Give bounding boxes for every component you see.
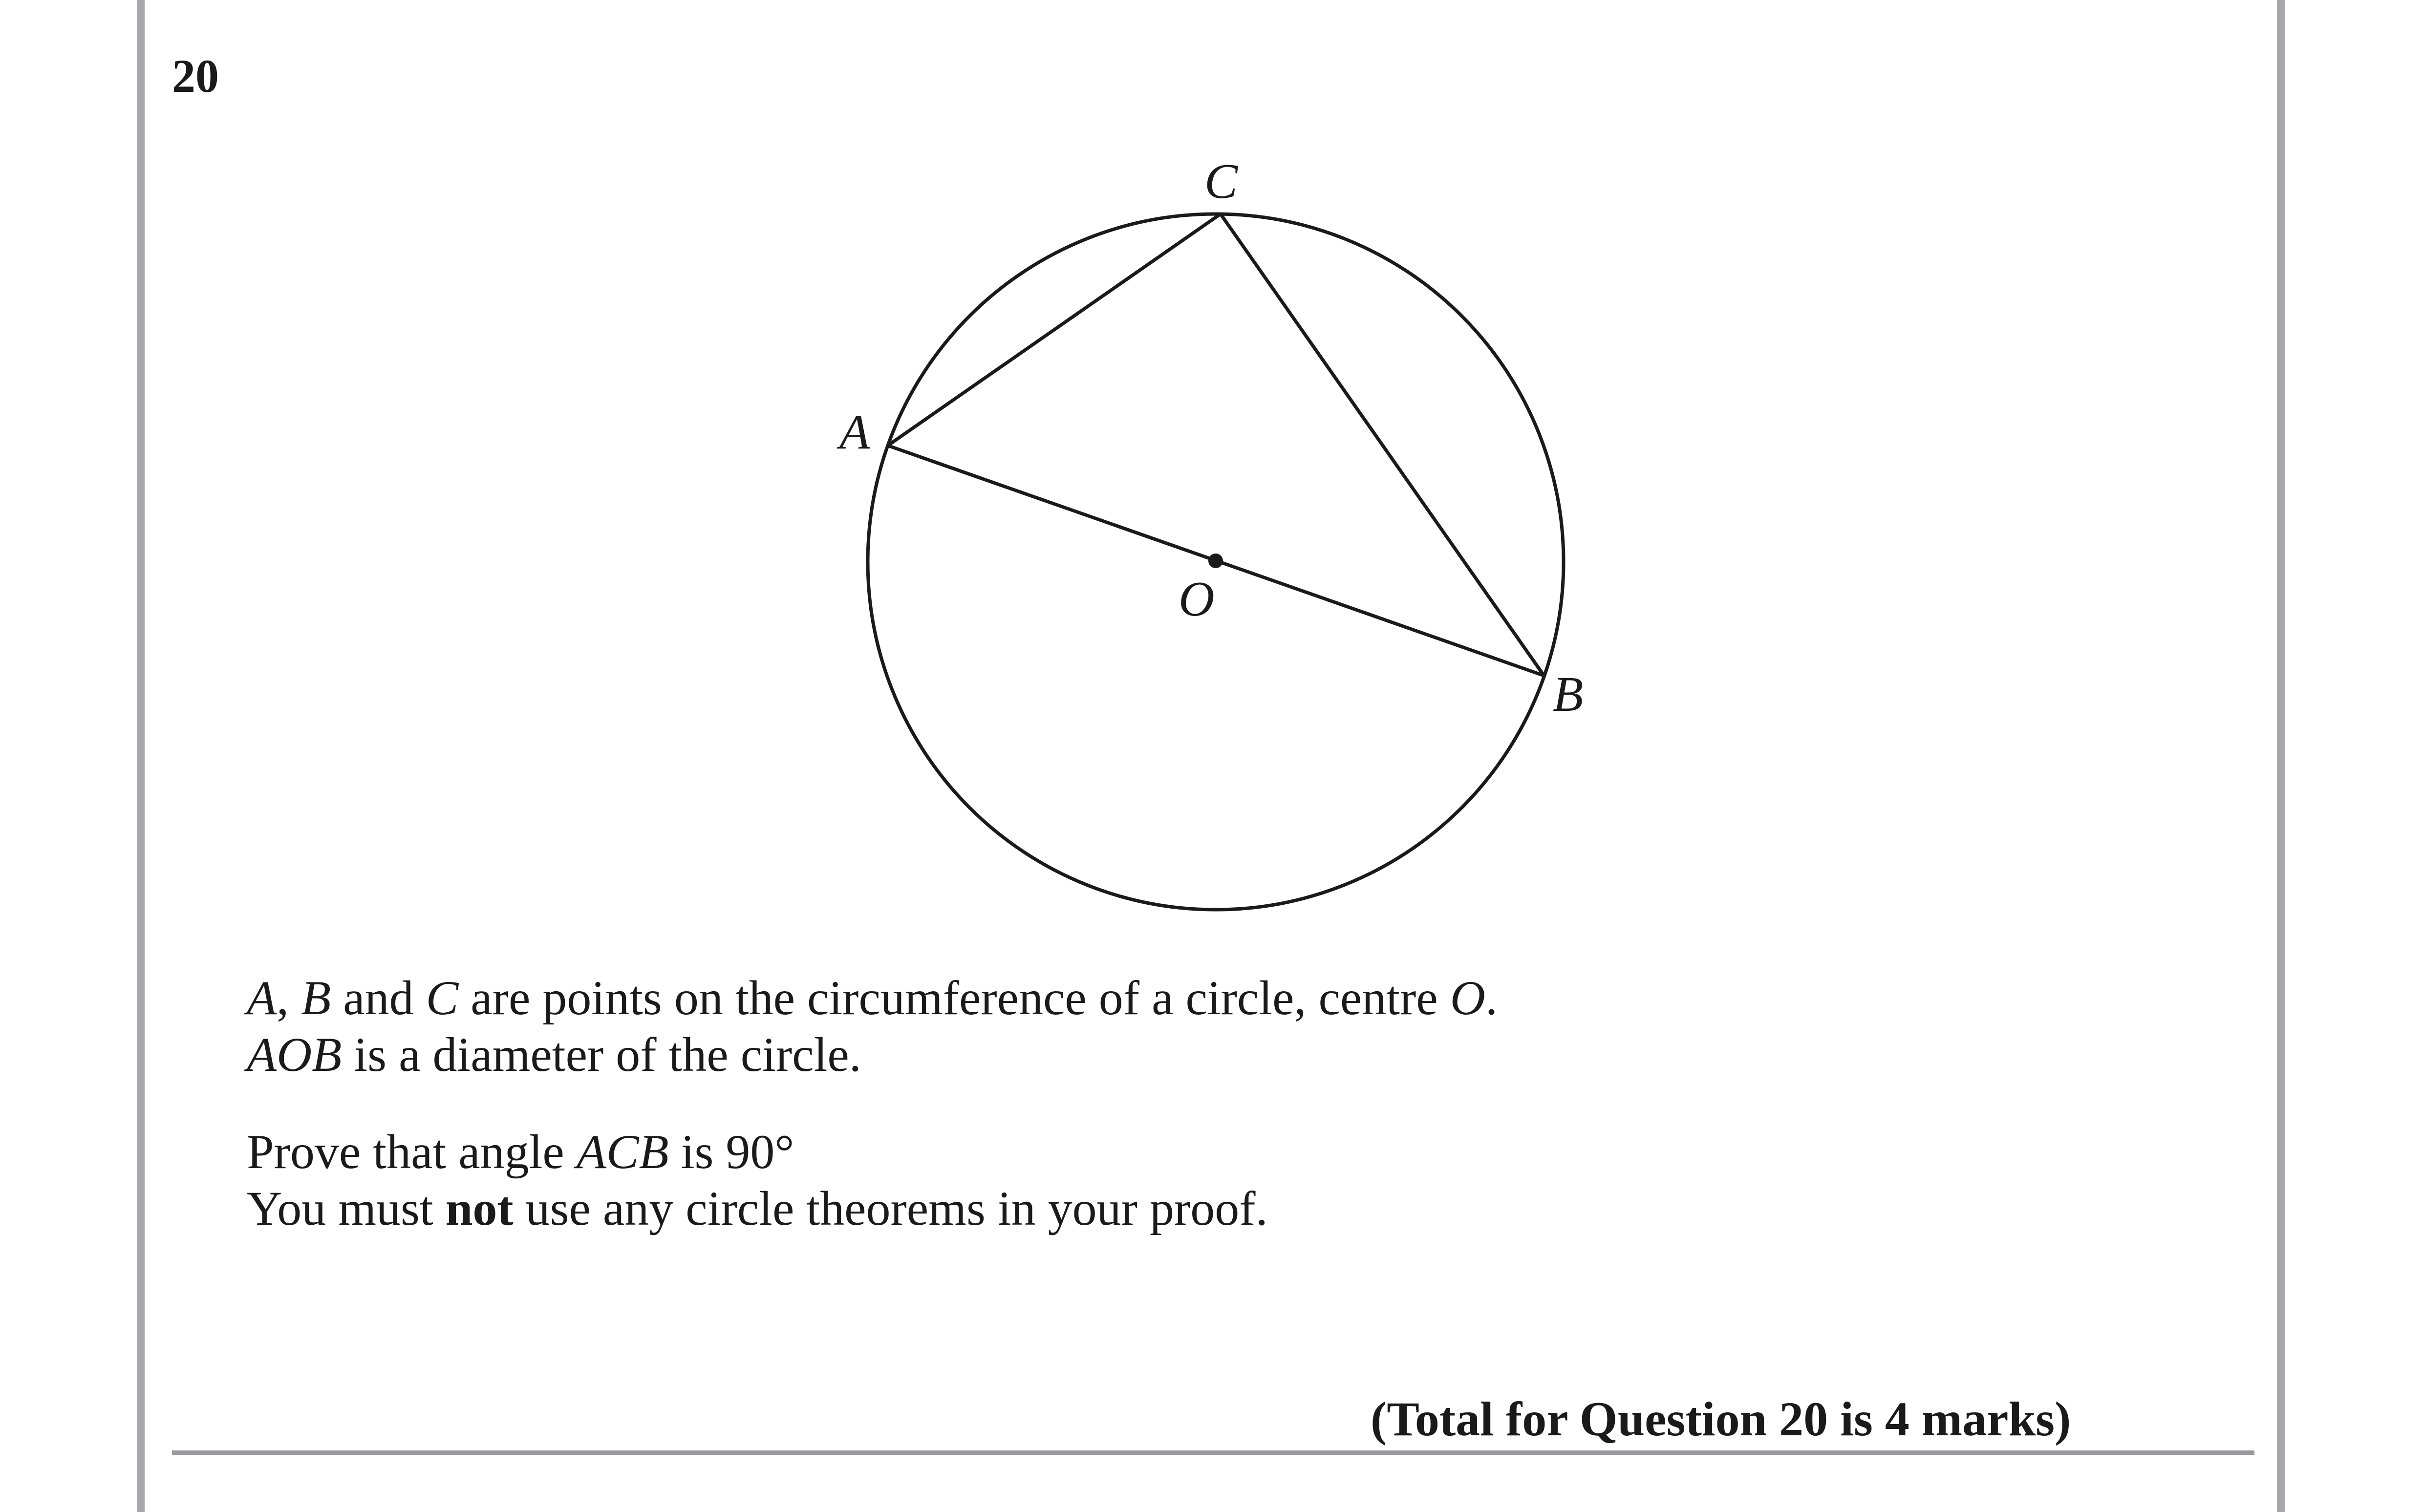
- text-fragment: is 90°: [668, 1125, 794, 1179]
- chord-CB: [1221, 214, 1544, 676]
- centre-point: [1208, 554, 1223, 568]
- angle-ACB-text: ACB: [576, 1125, 669, 1179]
- total-marks: (Total for Question 20 is 4 marks): [1371, 1392, 2071, 1446]
- point-B-text: B: [301, 971, 331, 1025]
- label-A: A: [839, 405, 870, 460]
- text-fragment: are points on the circumference of a circle, centre: [458, 971, 1450, 1025]
- diameter-AOB-text: AOB: [247, 1027, 342, 1082]
- bottom-rule: [172, 1450, 2254, 1455]
- label-C: C: [1204, 154, 1238, 209]
- point-A-text: A: [247, 971, 277, 1025]
- text-fragment: is a diameter of the circle.: [342, 1027, 861, 1082]
- text-fragment: use any circle theorems in your proof.: [513, 1181, 1268, 1235]
- label-O: O: [1179, 572, 1215, 627]
- text-fragment: ,: [277, 971, 301, 1025]
- point-C-text: C: [426, 971, 459, 1025]
- task-line-2: [247, 1180, 1268, 1237]
- statement-line-1: [247, 970, 1498, 1026]
- chord-AC: [888, 214, 1221, 446]
- text-fragment: You must: [247, 1181, 446, 1235]
- text-fragment: and: [331, 971, 426, 1025]
- question-number: 20: [172, 50, 219, 102]
- point-O-text: O: [1450, 971, 1485, 1025]
- task-instructions: [247, 1124, 1268, 1237]
- text-fragment: Prove that angle: [247, 1125, 577, 1179]
- task-line-1: [247, 1124, 1268, 1180]
- not-emphasis: not: [445, 1181, 514, 1235]
- statement-line-2: [247, 1026, 1498, 1083]
- text-fragment: .: [1485, 971, 1498, 1025]
- question-statement: [247, 970, 1498, 1083]
- label-B: B: [1553, 667, 1584, 722]
